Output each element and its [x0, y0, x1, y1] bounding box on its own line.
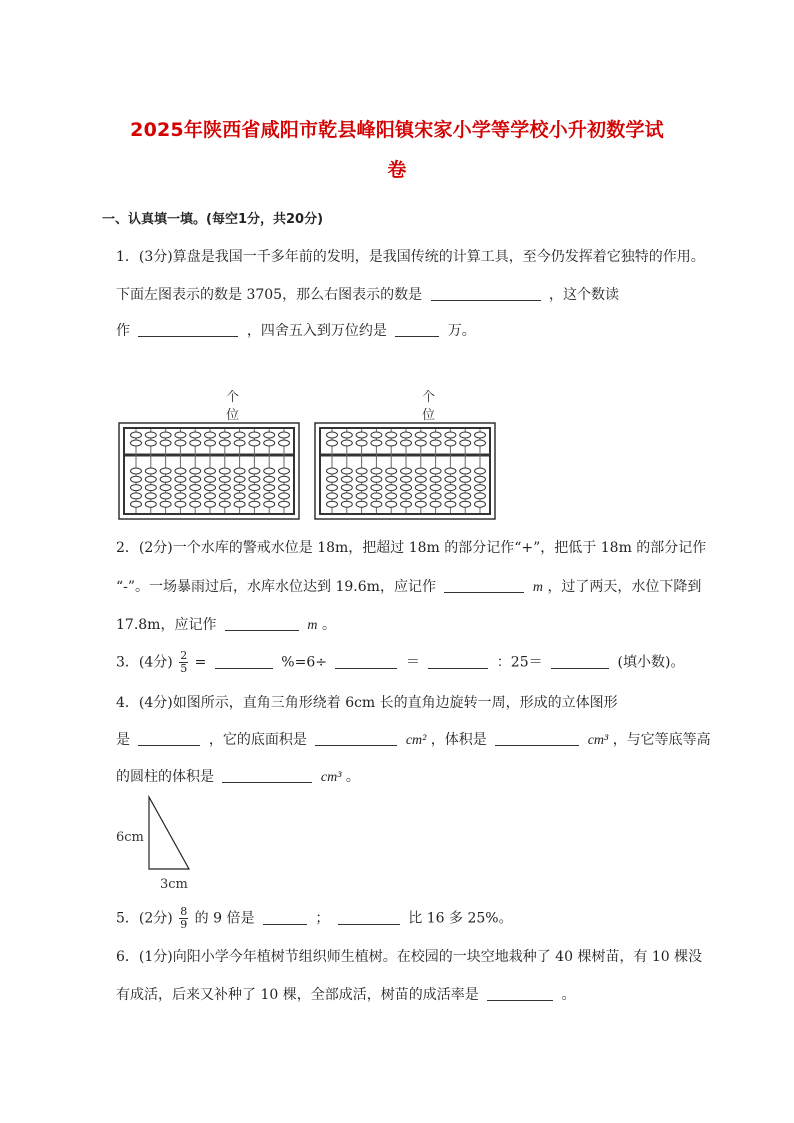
abacus-left-label-ge: 个	[226, 390, 240, 405]
q3-blank-ratio[interactable]	[428, 654, 488, 669]
abacus-right-figure	[314, 422, 496, 520]
q3-line	[116, 650, 684, 675]
abacus-right-label-wei: 位	[422, 408, 436, 423]
q1-text-e: 万。	[447, 323, 476, 339]
q4-text-h: 。	[345, 769, 360, 785]
q2-blank-record[interactable]	[444, 578, 524, 593]
triangle-height-label: 6cm	[116, 830, 144, 845]
q3-prefix: 3．(4分)	[116, 654, 173, 671]
q5-line	[116, 906, 513, 931]
q1-text-d: ，四舍五入到万位约是	[246, 323, 387, 339]
q4-unit-cm2: cm²	[405, 733, 427, 748]
q5-text-c: 比 16 多 25%。	[408, 910, 513, 927]
q1-text-a: 下面左图表示的数是 3705，那么右图表示的数是	[116, 287, 423, 303]
q3-fraction	[179, 650, 188, 675]
q4-text-a: 是	[116, 732, 130, 748]
q1-line3	[116, 320, 476, 340]
q2-line1: 2．(2分)一个水库的警戒水位是 18m，把超过 18m 的部分记作“+”，把低于 18m 的部分记作	[116, 540, 707, 556]
q4-blank-volume[interactable]	[495, 731, 579, 746]
q1-line2	[116, 284, 619, 304]
q3-frac-den: 5	[180, 662, 188, 675]
q4-line1: 4．(4分)如图所示，直角三角形绕着 6cm 长的直角边旋转一周，形成的立体图形	[116, 695, 618, 711]
q1-text-b: ，这个数读	[548, 287, 619, 303]
q5-blank-product[interactable]	[263, 910, 307, 925]
q1-blank-rounding[interactable]	[395, 322, 439, 337]
q2-text-e: 。	[321, 617, 336, 633]
q5-text-a: 的 9 倍是	[194, 910, 255, 927]
exam-title-line2: 卷	[387, 159, 407, 181]
q3-ratio: ：25＝	[496, 654, 543, 671]
q4-blank-area[interactable]	[315, 731, 397, 746]
q5-frac-num: 8	[180, 905, 188, 918]
q3-eq2: ＝	[405, 654, 420, 671]
q5-blank-number[interactable]	[338, 910, 400, 925]
q4-text-f: ，与它等底等高	[612, 732, 711, 748]
q2-text-c: ，过了两天，水位下降到	[547, 579, 702, 595]
q6-line2	[116, 984, 576, 1004]
section-1-heading: 一、认真填一填。(每空1分，共20分)	[102, 212, 324, 227]
exam-title-line1: 2025年陕西省咸阳市乾县峰阳镇宋家小学等学校小升初数学试	[130, 119, 664, 141]
triangle-figure	[145, 795, 195, 873]
q5-text-b: ；	[315, 910, 330, 927]
abacus-right-label-ge: 个	[422, 390, 436, 405]
abacus-left-label-wei: 位	[226, 408, 240, 423]
q4-blank-shape[interactable]	[138, 731, 200, 746]
q5-prefix: 5．(2分)	[116, 910, 173, 927]
q6-text-b: 。	[561, 987, 576, 1003]
q4-text-g: 的圆柱的体积是	[116, 769, 214, 785]
q2-line2	[116, 576, 701, 596]
q2-unit-m: m	[532, 580, 543, 595]
abacus-left-figure	[118, 422, 300, 520]
q2-unit-m2: m	[307, 618, 318, 633]
q2-line3	[116, 614, 336, 634]
q6-line1: 6．(1分)向阳小学今年植树节组织师生植树。在校园的一块空地栽种了 40 棵树苗，有 10 棵没	[116, 949, 703, 965]
q2-blank-record2[interactable]	[225, 616, 299, 631]
q6-blank-rate[interactable]	[487, 986, 553, 1001]
q4-blank-cylinder[interactable]	[222, 768, 312, 783]
q1-blank-number[interactable]	[431, 286, 541, 301]
right-triangle	[149, 797, 189, 869]
q5-frac-den: 9	[180, 918, 188, 931]
q4-text-b: ，它的底面积是	[208, 732, 307, 748]
q4-line2	[116, 729, 711, 749]
q4-text-d: ，体积是	[430, 732, 487, 748]
q3-eq1: =	[194, 654, 207, 671]
q2-text-d: 17.8m，应记作	[116, 617, 217, 633]
q1-blank-reading[interactable]	[138, 322, 238, 337]
q3-blank-percent[interactable]	[215, 654, 273, 669]
q6-text-a: 有成活，后来又补种了 10 棵，全部成活，树苗的成活率是	[116, 987, 479, 1003]
triangle-base-label: 3cm	[160, 877, 188, 892]
q3-pct: %=6÷	[281, 654, 327, 671]
q3-frac-num: 2	[180, 649, 188, 662]
q1-line1: 1．(3分)算盘是我国一千多年前的发明，是我国传统的计算工具，至今仍发挥着它独特的作用。	[116, 249, 705, 265]
q4-unit-cm3b: cm³	[320, 770, 342, 785]
q3-blank-divisor[interactable]	[335, 654, 397, 669]
q4-unit-cm3: cm³	[587, 733, 609, 748]
q2-text-a: “-”。一场暴雨过后，水库水位达到 19.6m，应记作	[116, 579, 436, 595]
q3-suffix: (填小数)。	[617, 654, 685, 671]
q1-text-c: 作	[116, 323, 130, 339]
q4-line3	[116, 766, 360, 786]
q5-fraction	[179, 906, 188, 931]
q3-blank-decimal[interactable]	[551, 654, 609, 669]
